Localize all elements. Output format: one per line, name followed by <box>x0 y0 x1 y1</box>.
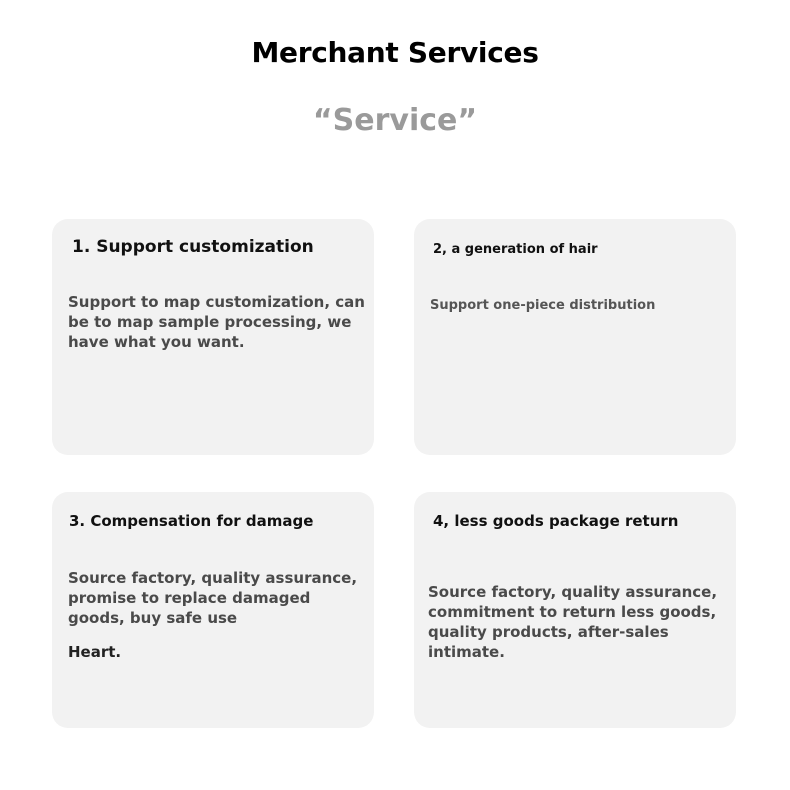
card-title: 3. Compensation for damage <box>69 512 314 530</box>
card-body: Support to map customization, can be to map sample processing, we have what you want. <box>68 293 365 351</box>
card-body-extra: Heart. <box>68 643 122 661</box>
card-body: Source factory, quality assurance, commitment to return less goods, quality products, after-sales intimate. <box>428 583 718 661</box>
service-card-customization <box>52 219 374 455</box>
card-body: Source factory, quality assurance, promise to replace damaged goods, buy safe use <box>68 569 358 627</box>
service-card-package-return <box>414 492 736 728</box>
service-card-damage-compensation <box>52 492 374 728</box>
card-title: 2, a generation of hair <box>433 242 598 257</box>
page-subtitle: “Service” <box>312 103 478 138</box>
service-card-distribution <box>414 219 736 455</box>
card-title: 4, less goods package return <box>433 512 679 530</box>
card-body: Support one-piece distribution <box>430 298 656 313</box>
card-title: 1. Support customization <box>72 237 314 257</box>
page-title: Merchant Services <box>251 36 539 69</box>
